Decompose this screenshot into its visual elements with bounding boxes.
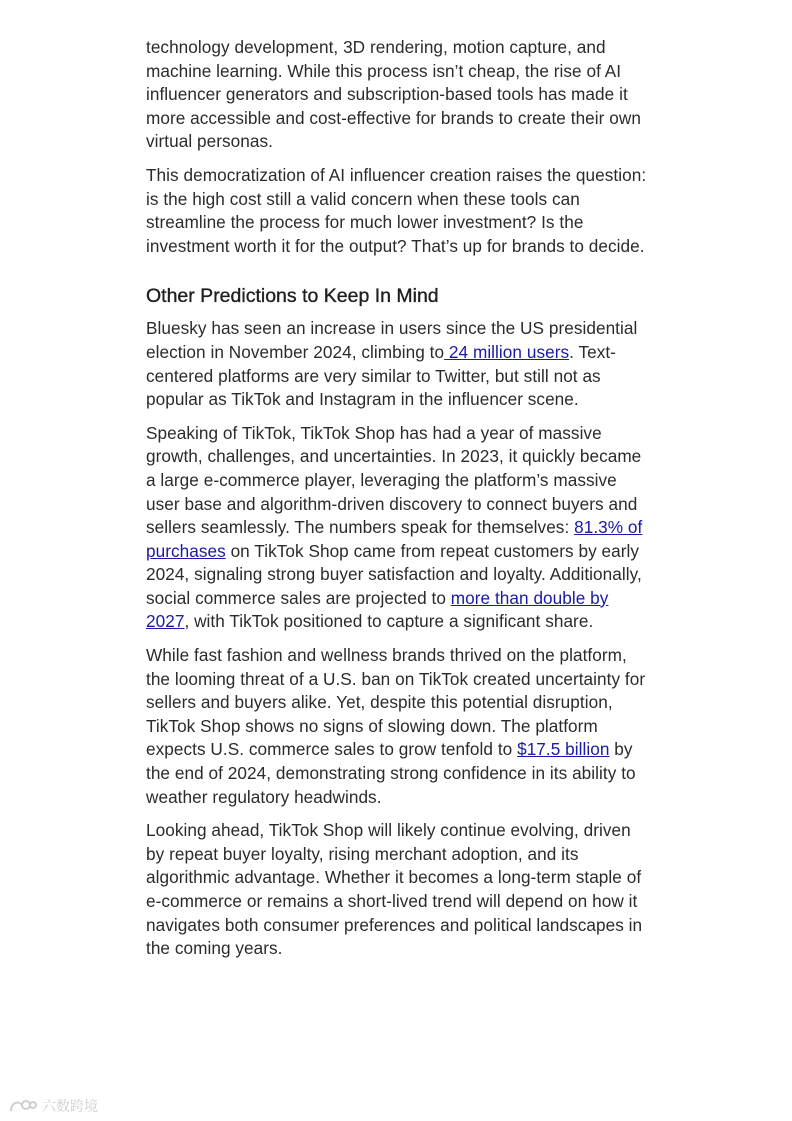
link-purchases-stat[interactable]: 81.3% of purchases — [146, 517, 643, 561]
paragraph-tiktok-shop — [146, 422, 652, 634]
text-segment: Bluesky has seen an increase in users since the US presidential election in November 2024, climbing to — [146, 318, 638, 362]
paragraph-ai-influencer-cost: technology development, 3D rendering, motion capture, and machine learning. While this process isn’t cheap, the rise of AI influencer generators and subscription-based tools has made it more accessible and cost-effective for brands to create their own virtual personas. — [146, 37, 641, 152]
text-segment: on TikTok Shop came from repeat customers by early 2024, signaling strong buyer satisfaction and loyalty. Additionally, social commerce sales are projected to — [146, 540, 642, 608]
text-segment: While fast fashion and wellness brands thrived on the platform, the looming threat of a U.S. ban on TikTok created uncertainty for sellers and buyers alike. Yet, despite this potential disruption, TikTok Shop shows no signs of slowing down. The platform expects U.S. commerce sales to grow tenfold to — [146, 645, 646, 760]
link-24-million-users[interactable]: 24 million users — [444, 341, 570, 362]
section-heading: Other Predictions to Keep In Mind — [146, 285, 439, 308]
text-segment: by the end of 2024, demonstrating strong confidence in its ability to weather regulatory headwinds. — [146, 739, 636, 807]
text-segment: , with TikTok positioned to capture a significant share. — [184, 611, 594, 632]
paragraph-us-ban — [146, 644, 652, 809]
link-17-5-billion[interactable]: $17.5 billion — [517, 739, 610, 760]
paragraph-democratization: This democratization of AI influencer creation raises the question: is the high cost still a valid concern when these tools can streamline the process for much lower investment? Is the investment worth it for the output? That’s up for brands to decide. — [146, 164, 647, 256]
article-body — [146, 36, 652, 971]
paragraph-bluesky — [146, 317, 652, 411]
watermark-text: 六数跨境 — [42, 1099, 98, 1115]
link-double-by-2027[interactable]: more than double by 2027 — [146, 587, 609, 632]
text-segment: Speaking of TikTok, TikTok Shop has had a year of massive growth, challenges, and uncertainties. In 2023, it quickly became a large e-commerce player, leveraging the platform’s massive user base and algorithm-driven discovery to connect buyers and sellers seamlessly. The numbers speak for themselves: — [146, 422, 642, 538]
watermark — [8, 1095, 98, 1117]
text-segment: . Text-centered platforms are very similar to Twitter, but still not as popular as TikTok and Instagram in the influencer scene. — [146, 341, 616, 410]
paragraph-looking-ahead: Looking ahead, TikTok Shop will likely continue evolving, driven by repeat buyer loyalty, rising merchant adoption, and its algorithmic advantage. Whether it becomes a long-term staple of e-commerce or remains a short-lived trend will depend on how it navigates both consumer preferences and political landscapes in the coming years. — [146, 820, 643, 959]
brand-logo-icon — [8, 1097, 38, 1115]
